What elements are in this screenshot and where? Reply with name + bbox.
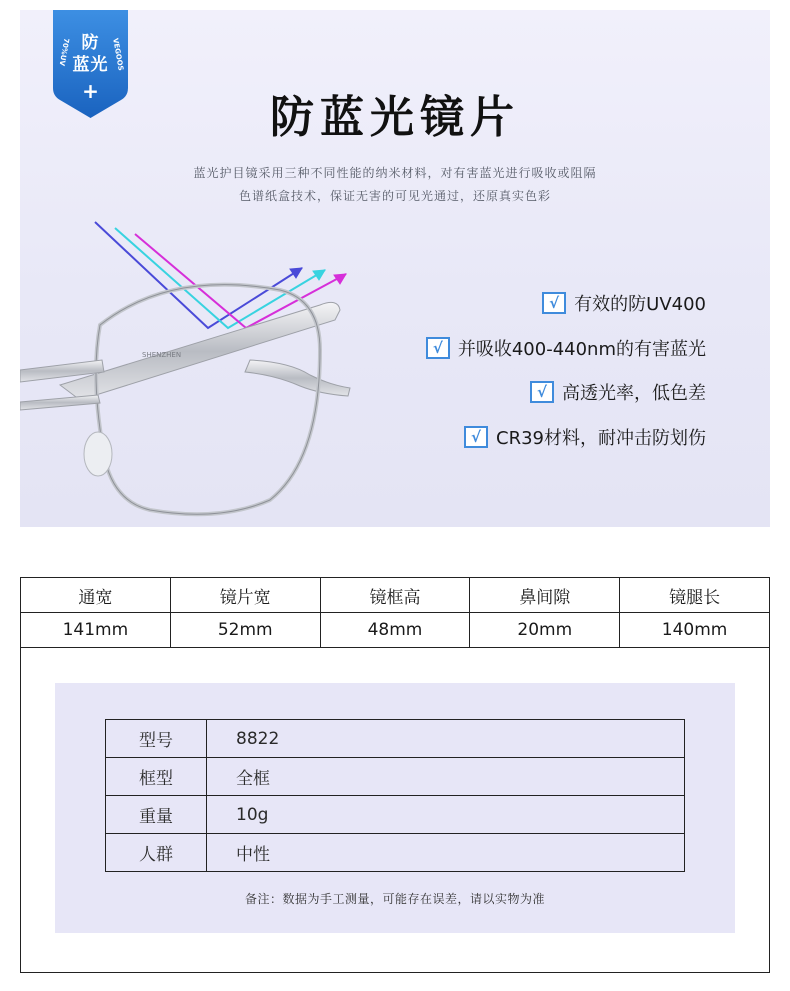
spec-value: 10g (207, 796, 685, 834)
glasses-illustration (20, 210, 420, 527)
header-cell: 镜腿长 (620, 578, 770, 613)
value-cell: 48mm (320, 613, 470, 648)
header-cell: 镜框高 (320, 578, 470, 613)
table-row (106, 834, 685, 872)
spec-value: 中性 (207, 834, 685, 872)
feature-item (542, 290, 706, 316)
table-header-row (21, 578, 770, 613)
feature-item (426, 335, 706, 361)
feature-item (464, 424, 706, 450)
badge-text (53, 32, 128, 76)
checkbox-icon: √ (542, 292, 566, 314)
feature-text: 并吸收400-440nm的有害蓝光 (457, 339, 706, 360)
header-cell: 鼻间隙 (470, 578, 620, 613)
checkbox-icon: √ (530, 381, 554, 403)
badge-line-2: 蓝光 (72, 55, 109, 75)
plus-icon: + (82, 79, 99, 103)
feature-text: 有效的防UV400 (574, 294, 706, 315)
hero-description-line-2: 色谱纸盒技术，保证无害的可见光通过，还原真实色彩 (238, 189, 551, 203)
checkbox-icon: √ (464, 426, 488, 448)
page-title: 防蓝光镜片 (270, 92, 520, 143)
spec-key: 型号 (106, 720, 207, 758)
header-cell: 通宽 (21, 578, 171, 613)
checkbox-icon: √ (426, 337, 450, 359)
spec-key: 人群 (106, 834, 207, 872)
spec-value: 8822 (207, 720, 685, 758)
table-row (106, 796, 685, 834)
feature-item (530, 379, 706, 405)
value-cell: 140mm (620, 613, 770, 648)
value-cell: 141mm (21, 613, 171, 648)
badge-arc-text-right: VEGOOS (111, 37, 125, 72)
table-row (21, 613, 770, 648)
table-row (106, 720, 685, 758)
header-cell: 镜片宽 (170, 578, 320, 613)
feature-text: 高透光率，低色差 (562, 383, 706, 404)
spec-value: 全框 (207, 758, 685, 796)
spec-key: 重量 (106, 796, 207, 834)
badge-line-1: 防 (81, 33, 100, 53)
value-cell: 20mm (470, 613, 620, 648)
badge-arc-text-left: 70%UV (57, 37, 71, 67)
spec-key: 框型 (106, 758, 207, 796)
frame-engraving: SHENZHEN (142, 351, 182, 359)
measurement-note: 备注：数据为手工测量，可能存在误差，请以实物为准 (244, 892, 545, 906)
hero-description-line-1: 蓝光护目镜采用三种不同性能的纳米材料，对有害蓝光进行吸收或阻隔 (193, 166, 597, 180)
feature-text: CR39材料，耐冲击防划伤 (496, 428, 706, 449)
spec-table (105, 719, 685, 872)
dimensions-table (20, 577, 770, 648)
hero-banner (20, 10, 770, 527)
value-cell: 52mm (170, 613, 320, 648)
table-row (106, 758, 685, 796)
